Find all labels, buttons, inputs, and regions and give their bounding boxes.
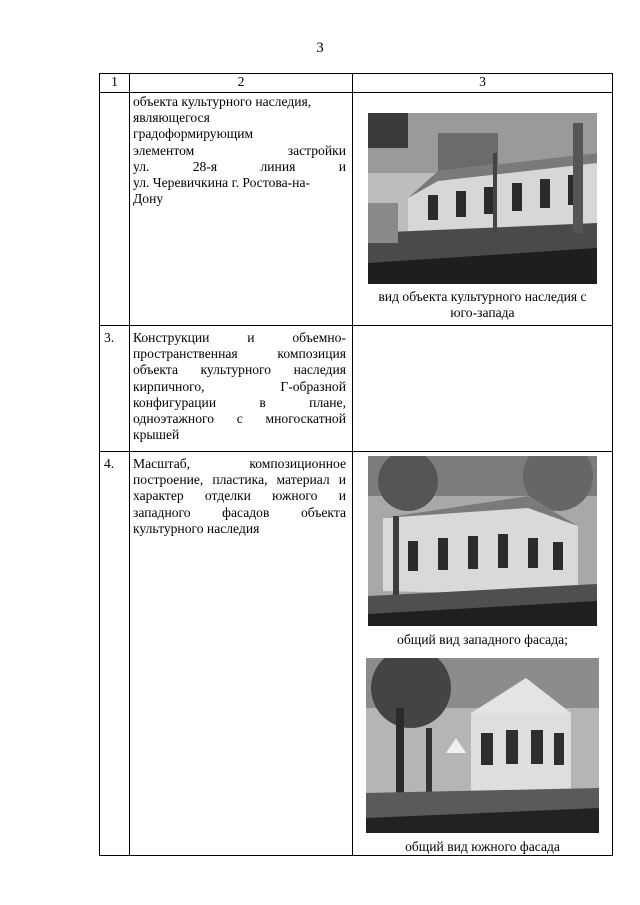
row-description: Конструкции и объемно-пространственная композиция объекта культурного наследия кирпичного, Г-образной конфигурации в плане, одноэтажного с многоскатной крышей [130, 326, 353, 452]
building-photo-southwest [368, 113, 597, 284]
row-photos [353, 93, 613, 326]
header-cell-3: 3 [353, 74, 613, 93]
row-number: 4. [100, 452, 130, 856]
word: элементом [133, 142, 195, 158]
table-header-row [100, 74, 613, 93]
text-line: объекта культурного наследия, [133, 94, 312, 109]
text-line: ул. Черевичкина г. Ростова-на- [133, 175, 311, 191]
row-number [100, 93, 130, 326]
text-line-justified [133, 159, 346, 175]
row-description: Масштаб, композиционное построение, пластика, материал и характер отделки южного и западного фасадов объекта культурного наследия [130, 452, 353, 856]
table-row [100, 452, 613, 856]
header-cell-1: 1 [100, 74, 130, 93]
caption-line: вид объекта культурного наследия с [378, 289, 587, 304]
photo-caption: общий вид западного фасада; [397, 632, 568, 647]
table-row [100, 93, 613, 326]
text-line-justified [133, 143, 346, 159]
table-row [100, 326, 613, 452]
text-line: Дону [133, 191, 164, 207]
header-cell-2: 2 [130, 74, 353, 93]
heritage-table [99, 73, 613, 856]
photo-caption: общий вид южного фасада [405, 839, 560, 854]
photo-caption [353, 289, 612, 321]
caption-line: юго-запада [450, 305, 515, 320]
building-photo-west [368, 456, 597, 626]
row-number: 3. [100, 326, 130, 452]
word: линия [260, 158, 296, 174]
word: ул. [133, 158, 150, 174]
word: 28-я [192, 158, 218, 174]
text-line: градоформирующим [133, 126, 254, 142]
row-description [130, 93, 353, 326]
word: и [338, 158, 346, 174]
page-number: 3 [316, 40, 324, 56]
building-photo-south [366, 658, 599, 833]
row-photos [353, 452, 613, 856]
word: застройки [287, 142, 346, 158]
text-line: являющегося [133, 110, 210, 126]
row-photos [353, 326, 613, 452]
